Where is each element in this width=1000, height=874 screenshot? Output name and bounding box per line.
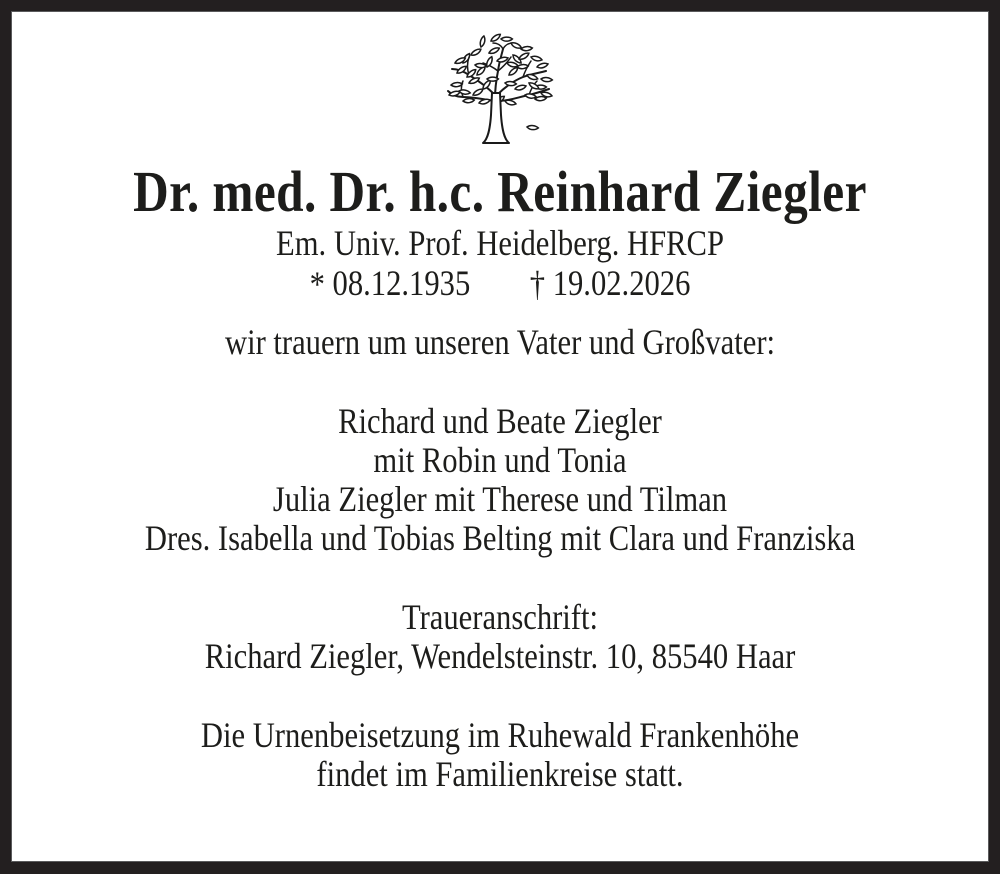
obituary-notice bbox=[11, 11, 989, 862]
mourner-line: mit Robin und Tonia bbox=[373, 440, 627, 480]
mourner-line: Richard und Beate Ziegler bbox=[338, 401, 662, 441]
mourners-list bbox=[85, 402, 915, 558]
funeral-info-line: Die Urnenbeisetzung im Ruhewald Frankenhöhe bbox=[200, 715, 800, 755]
academic-titles: Em. Univ. Prof. Heidelberg. HFRCP bbox=[276, 223, 724, 263]
birth-date: * 08.12.1935 bbox=[309, 263, 471, 304]
funeral-info-line: findet im Familienkreise statt. bbox=[316, 754, 684, 794]
tree-icon bbox=[443, 33, 557, 145]
mourner-line: Dres. Isabella und Tobias Belting mit Clara und Franziska bbox=[144, 518, 856, 558]
condolence-block bbox=[85, 598, 915, 676]
notice-text bbox=[85, 161, 915, 794]
life-dates bbox=[85, 263, 915, 303]
cross-symbol: † bbox=[529, 264, 546, 304]
born-symbol: * bbox=[309, 264, 325, 304]
deceased-name: Dr. med. Dr. h.c. Reinhard Ziegler bbox=[133, 159, 867, 224]
mourning-intro: wir trauern um unseren Vater und Großvater: bbox=[224, 322, 776, 362]
mourner-line: Julia Ziegler mit Therese und Tilman bbox=[272, 479, 728, 519]
falling-leaf bbox=[527, 124, 539, 132]
death-date: † 19.02.2026 bbox=[529, 263, 691, 304]
condolence-address: Richard Ziegler, Wendelsteinstr. 10, 85540 Haar bbox=[204, 636, 796, 676]
funeral-info-block bbox=[85, 716, 915, 794]
condolence-heading: Traueranschrift: bbox=[401, 597, 599, 637]
